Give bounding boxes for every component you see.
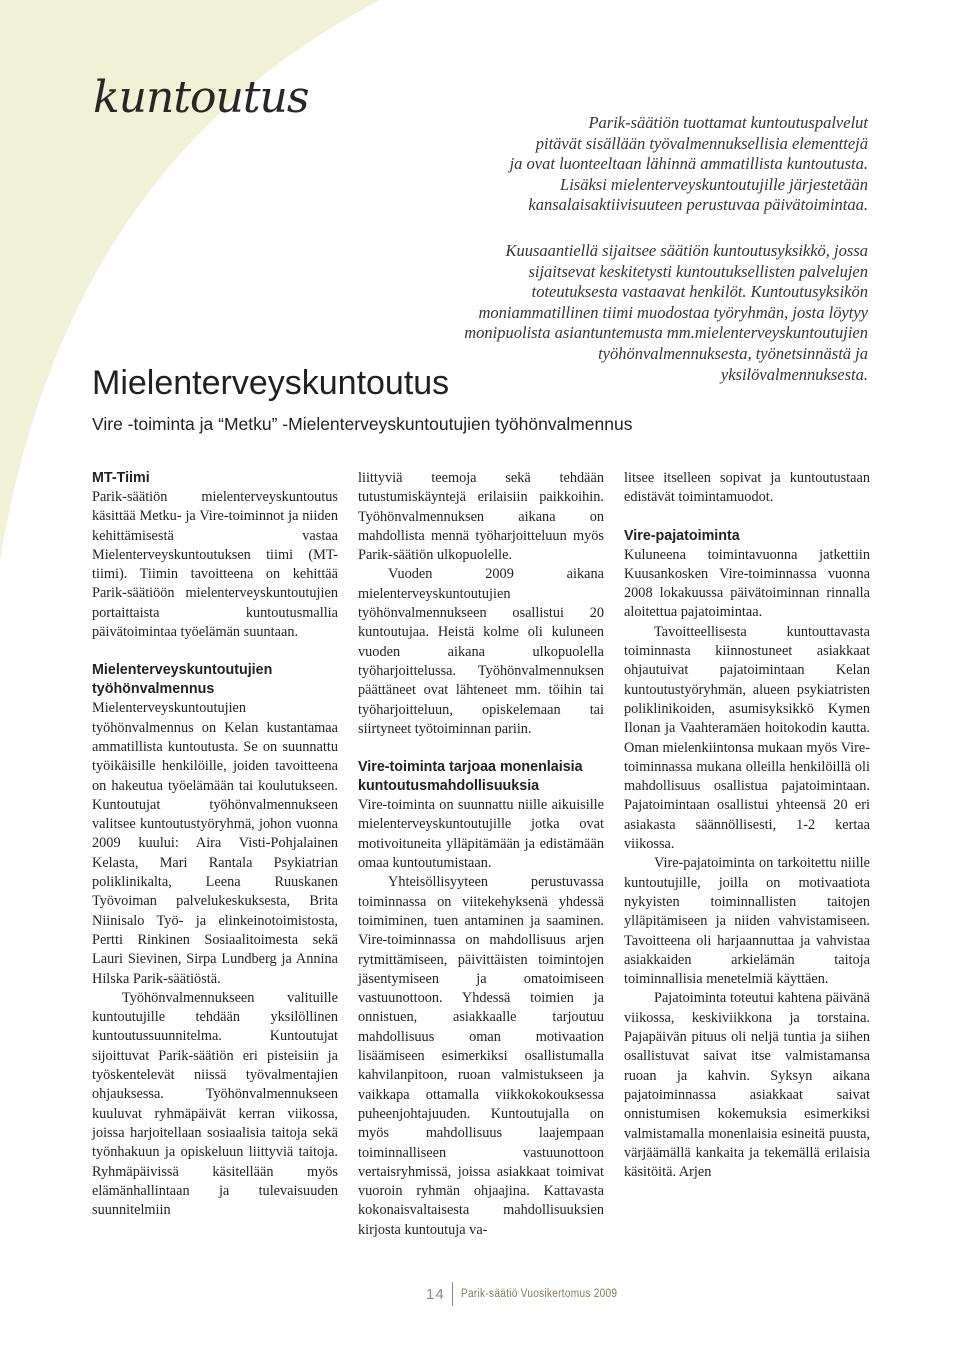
column-2 <box>358 469 604 1240</box>
footer-divider <box>452 1282 453 1306</box>
page-number: 14 <box>426 1285 445 1303</box>
section-script-title: kuntoutus <box>93 72 309 123</box>
paragraph: liittyviä teemoja sekä tehdään tutustumiskäyntejä erilaisiin paikkoihin. Työhönvalmennuksen aikana on mahdollista mennä työharjoitteluun myös Parik-säätiön ulkopuolelle. <box>358 470 604 564</box>
paragraph: Vire-toiminta on suunnattu niille aikuisille mielenterveyskuntoutujille jotka ovat motivoituneita ylläpitämään ja edistämään omaa kuntoutumistaan. <box>358 797 604 872</box>
paragraph: Kuluneena toimintavuonna jatkettiin Kuusankosken Vire-toiminnassa vuonna 2008 lokakuussa päivätoiminnan rinnalla aloitettua pajatoimintaa. <box>624 546 870 621</box>
intro2-line: moniammatillinen tiimi muodostaa työryhmän, josta löytyy <box>478 302 868 322</box>
intro2-line: työhönvalmennuksesta, työnetsinnästä ja <box>598 343 868 363</box>
paragraph: Vuoden 2009 aikana mielenterveyskuntoutujien työhönvalmennukseen osallistui 20 kuntoutujaa. Heistä kolme oli kuluneen vuoden aikana ulkopuolella työharjoittelussa. Työhönvalmennuksen päättäneet ovat lähteneet mm. töihin tai työharjoitteluun, opiskelemaan tai siirtyneet työtoiminnan pariin. <box>358 566 604 737</box>
intro-unit-description <box>398 241 868 385</box>
paragraph: Työhönvalmennukseen valituille kuntoutujille tehdään yksilöllinen kuntoutussuunnitelma. Kuntoutujat sijoittuvat Parik-säätiön eri pisteisiin ja työskentelevät niissä työvalmentajien ohjauksessa. Työhönvalmennukseen kuuluvat ryhmäpäivät kerran viikossa, joissa harjoitellaan sosiaalisia taitoja sekä työnhakuun ja opiskeluun liittyviä taitoja. Ryhmäpäivissä käsitellään myös elämänhallintaan ja tulevaisuuden suunnitelmiin <box>92 989 338 1219</box>
paragraph: Yhteisöllisyyteen perustuvassa toiminnassa on viitekehyksenä yhdessä toimiminen, tuen antaminen ja saaminen. Vire-toiminnassa on mahdollisuus arjen rytmittämiseen, päivittäisten toimintojen jäsentymiseen ja omatoimiseen vastuunottoon. Yhdessä toimien ja onnistuen, asiakkaalle tarjoutuu mahdollisuus oman motivaation lisäämiseen esimerkiksi osallistumalla kahvilanpitoon, ruoan valmistukseen ja vaikkapa ottamalla viikkokokouksessa puheenjohtajuuden. Kuntoutujalla on myös mahdollisuus laajempaan toiminnalliseen vastuunottoon vertaisryhmissä, joissa asiakkaat toimivat vuoroin ryhmän ohjaajina. Kattavasta kokonaisvaltaisesta mahdollisuuksien kirjosta kuntoutuja va- <box>358 874 604 1238</box>
intro-line: pitävät sisällään työvalmennuksellisia elementtejä <box>535 133 868 153</box>
intro2-line: toteutuksesta vastaavat henkilöt. Kuntoutusyksikön <box>531 282 868 302</box>
intro-line: kansalaisaktiivisuuteen perustuvaa päivätoimintaa. <box>528 195 868 215</box>
heading-vire-toiminta: Vire-toiminta tarjoaa monenlaisia kuntoutusmahdollisuuksia <box>358 759 583 795</box>
intro2-line: Kuusaantiellä sijaitsee säätiön kuntoutusyksikkö, jossa <box>505 241 868 260</box>
paragraph: Mielenterveyskuntoutujien työhönvalmennus on Kelan kustantamaa ammatillista kuntoutusta. Se on suunnattu työikäisille henkilöille, joiden tavoitteena on hakeutua työelämään tai koulutukseen. Kuntoutujat työhönvalmennukseen valitsee kuntoutustyöryhmä, johon vuonna 2009 kuului: Aira Visti-Pohjalainen Kelasta, Mari Rantala Psykiatrian poliklinikalta, Leena Ruuskanen Työvoiman palvelukeskuksesta, Brita Niinisalo Työ- ja elinkeinotoimistosta, Pertti Rinkinen Sosiaalitoimesta sekä Lauri Sievinen, Sirpa Lundberg ja Annina Hilska Parik-säätiöstä. <box>92 700 338 987</box>
intro-line: Parik-säätiön tuottamat kuntoutuspalvelut <box>588 113 868 132</box>
paragraph: Pajatoiminta toteutui kahtena päivänä viikossa, keskiviikkona ja torstaina. Pajapäivän pituus oli neljä tuntia ja siihen osallistuvat saivat itse valmistamansa ruoan ja kahvin. Syksyn aikana pajatoiminnassa asiakkaat saivat onnistumisen kokemuksia esimerkiksi valmistamalla monenlaisia esineitä puusta, värjäämällä kankaita ja tekemällä erilaisia käsitöitä. Arjen <box>624 990 870 1181</box>
intro-line: Lisäksi mielenterveyskuntoutujille järjestetään <box>560 174 868 194</box>
intro2-line: yksilövalmennuksesta. <box>720 364 868 384</box>
publication-name: Parik-säätiö Vuosikertomus 2009 <box>460 1288 617 1300</box>
intro-line: ja ovat luonteeltaan lähinnä ammatillista kuntoutusta. <box>509 154 868 174</box>
paragraph: Vire-pajatoiminta on tarkoitettu niille kuntoutujille, joilla on motivaatiota nykyisten toiminnallisten taitojen ylläpitämiseen ja niiden vahvistamiseen. Tavoitteena oli harjaannuttaa ja vahvistaa asiakkaiden arkielämän taitoja toiminnallisia menetelmiä käyttäen. <box>624 855 870 988</box>
page-footer <box>426 1282 638 1306</box>
paragraph: Tavoitteellisesta kuntouttavasta toiminnasta kiinnostuneet asiakkaat ohjautuivat pajatoimintaan Kelan kuntoutustyöryhmän, alueen psykiatristen poliklinikoiden, asumisyksikkö Kymen Ilonan ja Vaahteramäen hoitokodin kautta. Oman mielenkiintonsa mukaan myös Vire-toiminnassa mukana olleilla henkilöillä oli mahdollisuus osallistua pajatoimintaan. Pajatoimintaan osallistui yhteensä 20 eri asiakasta säännöllisesti, 1-2 kertaa viikossa. <box>624 623 870 853</box>
page-subtitle: Vire -toiminta ja “Metku” -Mielenterveyskuntoutujien työhönvalmennus <box>92 414 633 434</box>
intro-lead <box>348 113 868 216</box>
heading-tyohonvalmennus: Mielenterveyskuntoutujien työhönvalmennus <box>92 662 273 698</box>
intro2-line: monipuolista asiantuntemusta mm.mielenterveyskuntoutujien <box>464 323 868 343</box>
heading-mt-tiimi: MT-Tiimi <box>92 470 150 486</box>
column-3 <box>624 469 870 1182</box>
column-1 <box>92 469 338 1220</box>
paragraph: litsee itselleen sopivat ja kuntoutustaan edistävät toimintamuodot. <box>624 470 870 506</box>
intro2-line: sijaitsevat keskitetysti kuntoutuksellisten palvelujen <box>528 261 868 281</box>
paragraph: Parik-säätiön mielenterveyskuntoutus käsittää Metku- ja Vire-toiminnot ja niiden kehittämisestä vastaa Mielenterveyskuntoutuksen tiimi (MT-tiimi). Tiimin tavoitteena on kehittää Parik-säätiöön mielenterveyskuntoutujien portaittaista kuntoutusmallia päivätoimintaa työelämän suuntaan. <box>92 489 338 641</box>
page-title: Mielenterveyskuntoutus <box>92 364 450 402</box>
heading-vire-pajatoiminta: Vire-pajatoiminta <box>624 527 740 544</box>
